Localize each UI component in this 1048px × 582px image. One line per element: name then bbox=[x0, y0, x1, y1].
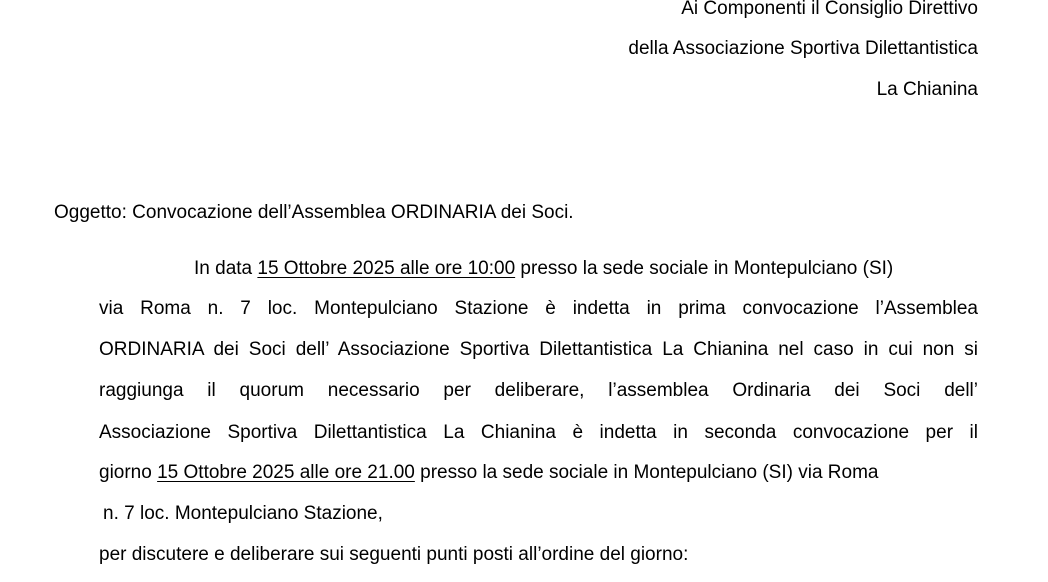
body-line-3: ORDINARIA dei Soci dell’ Associazione Sportiva Dilettantistica La Chianina nel caso in cui non si bbox=[99, 339, 978, 360]
recipient-line-1: Ai Componenti il Consiglio Direttivo bbox=[681, 0, 978, 19]
body-line-1-end: presso la sede sociale in Montepulciano (SI) bbox=[515, 258, 894, 279]
recipient-line-3: La Chianina bbox=[876, 79, 978, 100]
body-line-1 bbox=[194, 258, 893, 280]
body-line-7: n. 7 loc. Montepulciano Stazione, bbox=[103, 503, 383, 524]
agenda-intro-line: per discutere e deliberare sui seguenti punti posti all’ordine del giorno: bbox=[99, 544, 689, 565]
recipient-line-2: della Associazione Sportiva Dilettantistica bbox=[628, 38, 978, 59]
body-line-6-end: presso la sede sociale in Montepulciano (SI) via Roma bbox=[414, 462, 879, 483]
body-line-6-start: giorno bbox=[99, 462, 158, 483]
second-convocation-date: 15 Ottobre 2025 alle ore 21.00 bbox=[157, 462, 415, 483]
body-line-2: via Roma n. 7 loc. Montepulciano Stazione è indetta in prima convocazione l’Assemblea bbox=[99, 298, 978, 319]
body-line-6 bbox=[99, 462, 878, 484]
body-line-4: raggiunga il quorum necessario per deliberare, l’assemblea Ordinaria dei Soci dell’ bbox=[99, 380, 978, 401]
body-line-5: Associazione Sportiva Dilettantistica La Chianina è indetta in seconda convocazione per il bbox=[99, 422, 978, 443]
body-line-1-start: In data bbox=[194, 258, 258, 279]
subject-line: Oggetto: Convocazione dell’Assemblea ORDINARIA dei Soci. bbox=[54, 202, 574, 223]
first-convocation-date: 15 Ottobre 2025 alle ore 10:00 bbox=[257, 258, 516, 279]
